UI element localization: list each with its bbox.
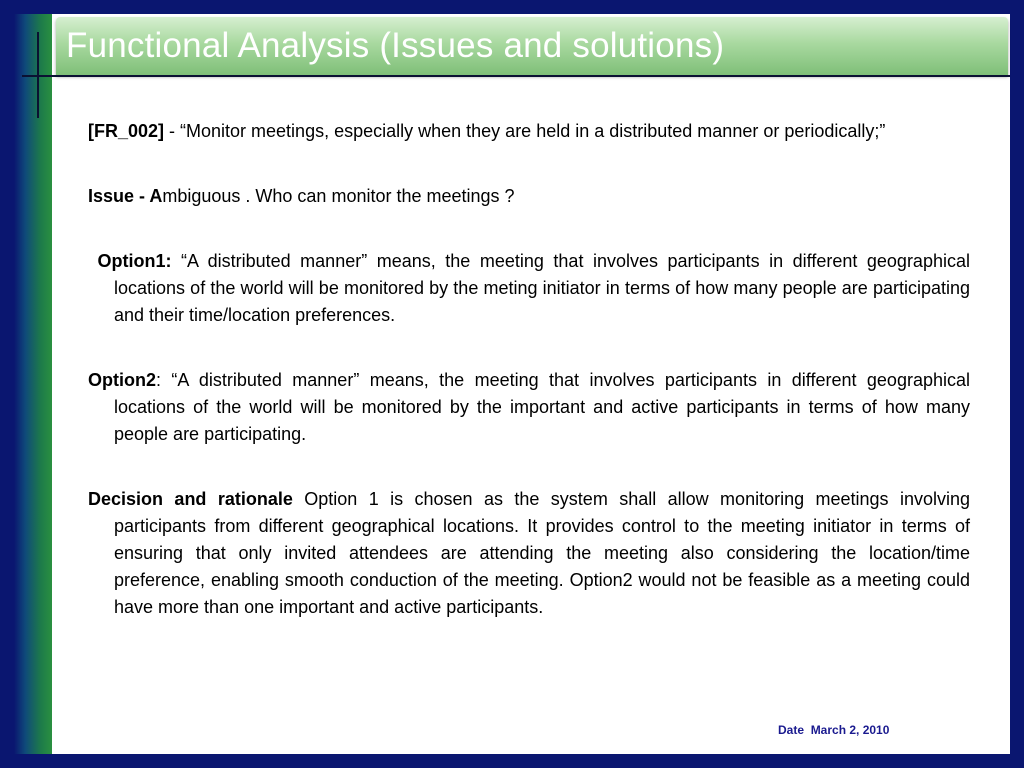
decorative-horizontal-line [22,75,1010,77]
option2-label: Option2 [88,370,156,390]
issue-label: Issue - A [88,186,163,206]
option1-text: “A distributed manner” means, the meeting that involves participants in different geographical locations of the world will be monitored by the meting initiator in terms of how many people are participating and their time/location preferences. [114,251,970,325]
option2-paragraph [88,367,970,448]
option1-lead [88,251,98,271]
slide-content [88,118,970,621]
requirement-label: [FR_002] [88,121,165,141]
issue-paragraph [88,183,970,210]
option1-label: Option1: [97,251,172,271]
option1-paragraph [88,248,970,329]
title-bar [56,17,1008,75]
footer-date [778,723,889,737]
requirement-paragraph [88,118,970,145]
issue-text: mbiguous . Who can monitor the meetings ? [162,186,515,206]
left-gradient-strip [14,14,52,754]
requirement-text: - “Monitor meetings, especially when they are held in a distributed manner or periodically;” [164,121,886,141]
footer-date-value: March 2, 2010 [810,723,890,737]
slide-right-edge [1010,14,1014,754]
option2-text: : “A distributed manner” means, the meeting that involves participants in different geographical locations of the world will be monitored by the important and active participants in terms of how many people are participating. [114,370,970,444]
decision-text: Option 1 is chosen as the system shall allow monitoring meetings involving participants from different geographical locations. It provides control to the meeting initiator in terms of ensuring that only invited attendees are attending the meeting also considering the location/time preference, enabling smooth conduction of the meeting. Option2 would not be feasible as a meeting could have more than one important and active participants. [114,489,970,617]
decision-paragraph [88,486,970,621]
slide-title: Functional Analysis (Issues and solutions) [66,26,725,65]
decision-label: Decision and rationale [88,489,293,509]
footer-date-label: Date [778,723,805,737]
